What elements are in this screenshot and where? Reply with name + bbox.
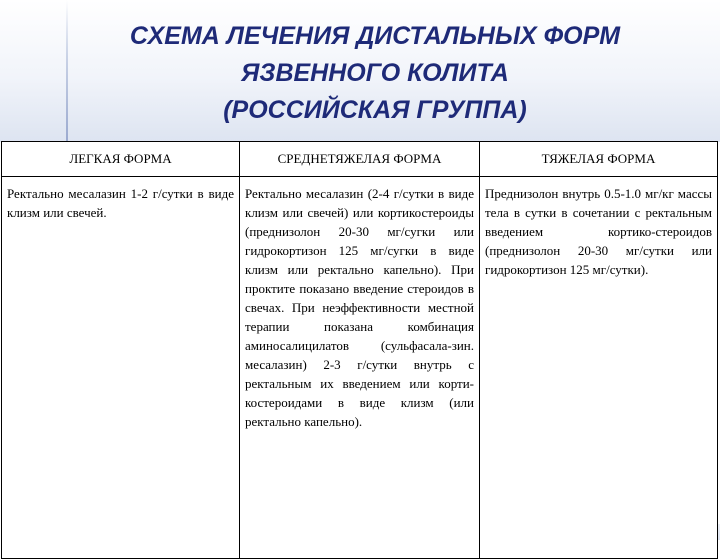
slide-title	[70, 18, 680, 129]
decorative-vertical-line	[66, 0, 68, 142]
header-mild-form: ЛЕГКАЯ ФОРМА	[2, 142, 240, 177]
cell-mild-treatment: Ректально месалазин 1-2 г/сутки в виде клизм или свечей.	[2, 177, 240, 559]
title-line-2: ЯЗВЕННОГО КОЛИТА	[241, 59, 509, 87]
cell-severe-treatment: Преднизолон внутрь 0.5-1.0 мг/кг массы тела в сутки в сочетании с ректальным введением кортико-стероидов (преднизолон 20-30 мг/сутки или гидрокортизон 125 мг/сутки).	[480, 177, 718, 559]
treatment-table	[1, 141, 718, 559]
title-line-3: (РОССИЙСКАЯ ГРУППА)	[223, 96, 527, 124]
table-row	[2, 177, 718, 559]
table-header-row	[2, 142, 718, 177]
header-severe-form: ТЯЖЕЛАЯ ФОРМА	[480, 142, 718, 177]
header-moderate-form: СРЕДНЕТЯЖЕЛАЯ ФОРМА	[240, 142, 480, 177]
cell-moderate-treatment: Ректально месалазин (2-4 г/сутки в виде клизм или свечей) или кортикостероиды (преднизолон 20-30 мг/сугки или гидрокортизон 125 мг/сугки в виде клизм или ректально капельно). При проктите показано введение стероидов в свечах. При неэффективности местной терапии показана комбинация аминосалицилатов (сульфасала-зин. месалазин) 2-3 г/сутки внутрь с ректальным их введением или корти-костероидами в виде клизм (или ректально капельно).	[240, 177, 480, 559]
title-line-1: СХЕМА ЛЕЧЕНИЯ ДИСТАЛЬНЫХ ФОРМ	[129, 22, 621, 50]
